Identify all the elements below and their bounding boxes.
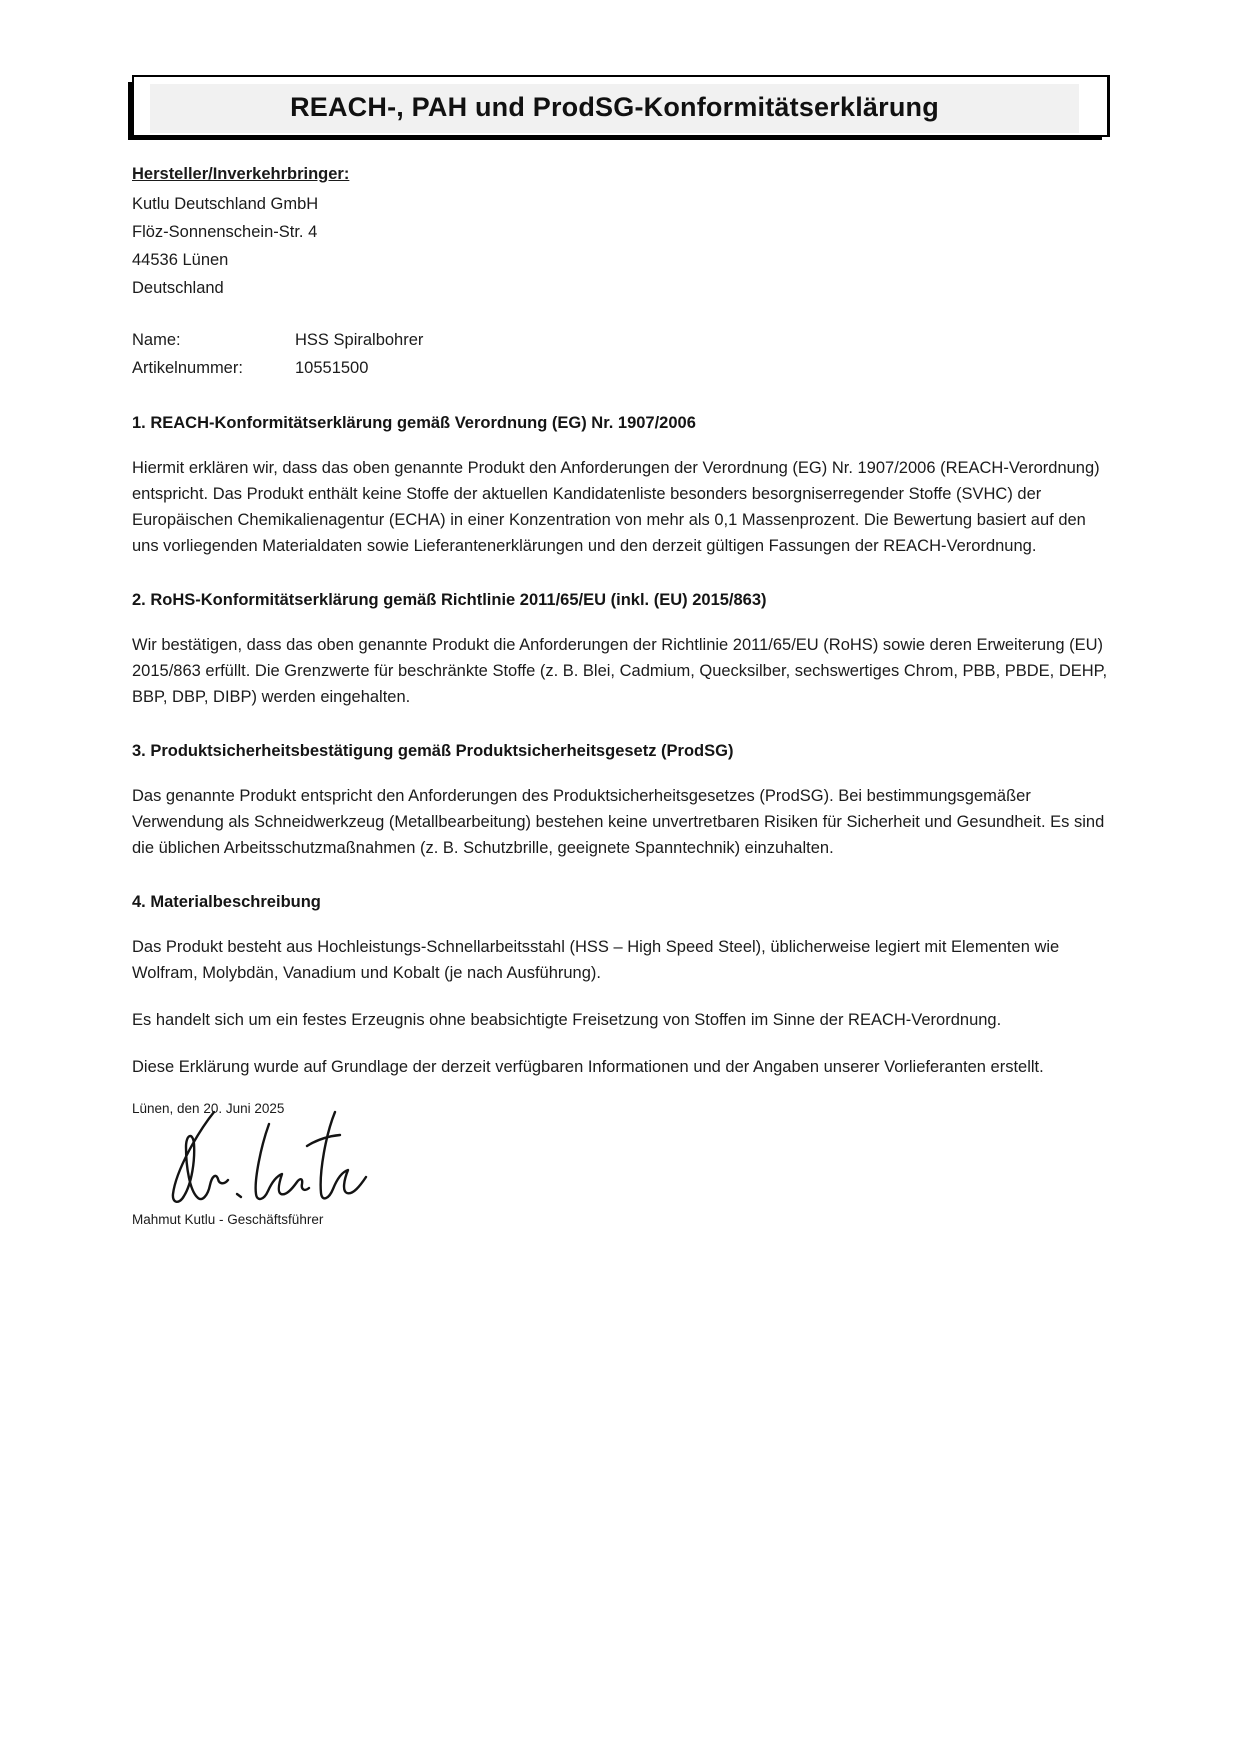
section-4-paragraph-3: Diese Erklärung wurde auf Grundlage der derzeit verfügbaren Informationen und der Angaben unserer Vorlieferanten erstellt. (132, 1058, 1044, 1076)
signer-name-line: Mahmut Kutlu - Geschäftsführer (132, 1212, 324, 1227)
handwritten-signature-icon (150, 1108, 380, 1208)
section-reach (132, 414, 1110, 559)
section-4-paragraph-2: Es handelt sich um ein festes Erzeugnis ohne beabsichtigte Freisetzung von Stoffen im Sinne der REACH-Verordnung. (132, 1011, 1002, 1029)
product-article-value: 10551500 (295, 359, 369, 377)
section-4-paragraph-1: Das Produkt besteht aus Hochleistungs-Schnellarbeitsstahl (HSS – High Speed Steel), üblicherweise legiert mit Elementen wie Wolfram, Molybdän, Vanadium und Kobalt (je nach Ausführung). (132, 938, 1060, 982)
product-article-label: Artikelnummer: (132, 359, 243, 377)
place-date-line: Lünen, den 20. Juni 2025 (132, 1101, 285, 1116)
section-1-heading: 1. REACH-Konformitätserklärung gemäß Verordnung (EG) Nr. 1907/2006 (132, 414, 696, 432)
section-2-heading: 2. RoHS-Konformitätserklärung gemäß Richtlinie 2011/65/EU (inkl. (EU) 2015/863) (132, 591, 767, 609)
manufacturer-block (132, 165, 1110, 302)
manufacturer-street: Flöz-Sonnenschein-Str. 4 (132, 223, 318, 241)
section-3-heading: 3. Produktsicherheitsbestätigung gemäß Produktsicherheitsgesetz (ProdSG) (132, 742, 734, 760)
title-box-fill (150, 84, 1079, 133)
title-box (132, 75, 1110, 137)
product-name-value: HSS Spiralbohrer (295, 331, 424, 349)
section-3-paragraph: Das genannte Produkt entspricht den Anforderungen des Produktsicherheitsgesetzes (ProdSG). Bei bestimmungsgemäßer Verwendung als Schneidwerkzeug (Metallbearbeitung) bestehen keine unvertretbaren Risiken für Sicherheit und Gesundheit. Es sind die üblichen Arbeitsschutzmaßnahmen (z. B. Schutzbrille, geeignete Spanntechnik) einzuhalten. (132, 787, 1105, 857)
section-4-heading: 4. Materialbeschreibung (132, 893, 321, 911)
section-prodsg (132, 742, 1110, 861)
section-material (132, 893, 1110, 1080)
manufacturer-company: Kutlu Deutschland GmbH (132, 195, 319, 213)
product-article-row (132, 354, 1110, 382)
section-rohs (132, 591, 1110, 710)
section-1-paragraph: Hiermit erklären wir, dass das oben genannte Produkt den Anforderungen der Verordnung (EG) Nr. 1907/2006 (REACH-Verordnung) entspricht. Das Produkt enthält keine Stoffe der aktuellen Kandidatenliste besonders besorgniserregender Stoffe (SVHC) der Europäischen Chemikalienagentur (ECHA) in einer Konzentration von mehr als 0,1 Massenprozent. Die Bewertung basiert auf den uns vorliegenden Materialdaten sowie Lieferantenerklärungen und den derzeit gültigen Fassungen der REACH-Verordnung. (132, 459, 1100, 555)
product-name-label: Name: (132, 331, 181, 349)
manufacturer-city: 44536 Lünen (132, 251, 229, 269)
manufacturer-country: Deutschland (132, 279, 224, 297)
manufacturer-label: Hersteller/Inverkehrbringer: (132, 165, 350, 183)
signature-block (132, 1101, 1110, 1227)
section-2-paragraph: Wir bestätigen, dass das oben genannte Produkt die Anforderungen der Richtlinie 2011/65/EU (RoHS) sowie deren Erweiterung (EU) 2015/863 erfüllt. Die Grenzwerte für beschränkte Stoffe (z. B. Blei, Cadmium, Quecksilber, sechswertiges Chrom, PBB, PBDE, DEHP, BBP, DBP, DIBP) werden eingehalten. (132, 636, 1108, 706)
document-title: REACH-, PAH und ProdSG-Konformitätserklärung (290, 92, 939, 122)
signature-image (150, 1108, 1110, 1208)
product-block (132, 326, 1110, 382)
product-name-row (132, 326, 1110, 354)
